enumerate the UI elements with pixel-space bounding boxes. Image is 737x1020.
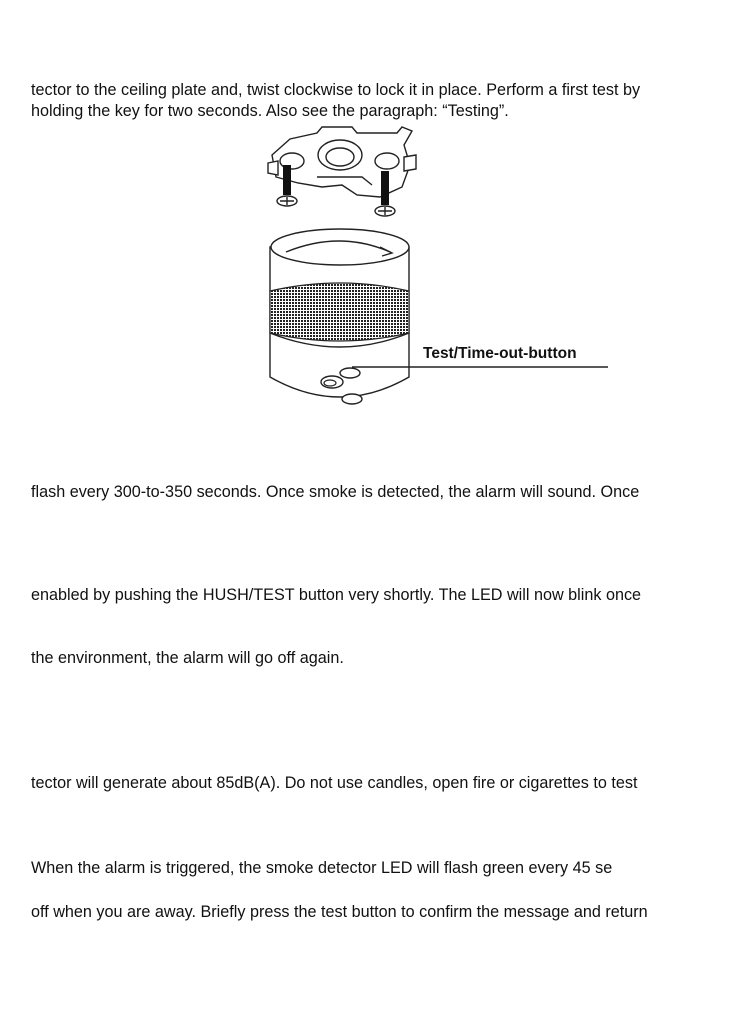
text-line-3: flash every 300-to-350 seconds. Once smoke is detected, the alarm will sound. Once: [31, 483, 640, 501]
text-line-2: holding the key for two seconds. Also see the paragraph: “Testing”.: [31, 102, 509, 120]
text-line-7: When the alarm is triggered, the smoke detector LED will flash green every 45 se: [31, 859, 613, 877]
detector-body-illustration: [270, 229, 409, 404]
smoke-detector-installation-figure: [262, 125, 622, 415]
text-line-1: tector to the ceiling plate and, twist clockwise to lock it in place. Perform a first test by: [31, 81, 641, 99]
text-line-5: the environment, the alarm will go off again.: [31, 649, 344, 667]
text-line-8: off when you are away. Briefly press the test button to confirm the message and return: [31, 903, 648, 921]
callout-label: Test/Time-out-button: [423, 345, 577, 362]
text-line-6: tector will generate about 85dB(A). Do not use candles, open fire or cigarettes to test: [31, 774, 638, 792]
text-line-4: enabled by pushing the HUSH/TEST button very shortly. The LED will now blink once: [31, 586, 642, 604]
